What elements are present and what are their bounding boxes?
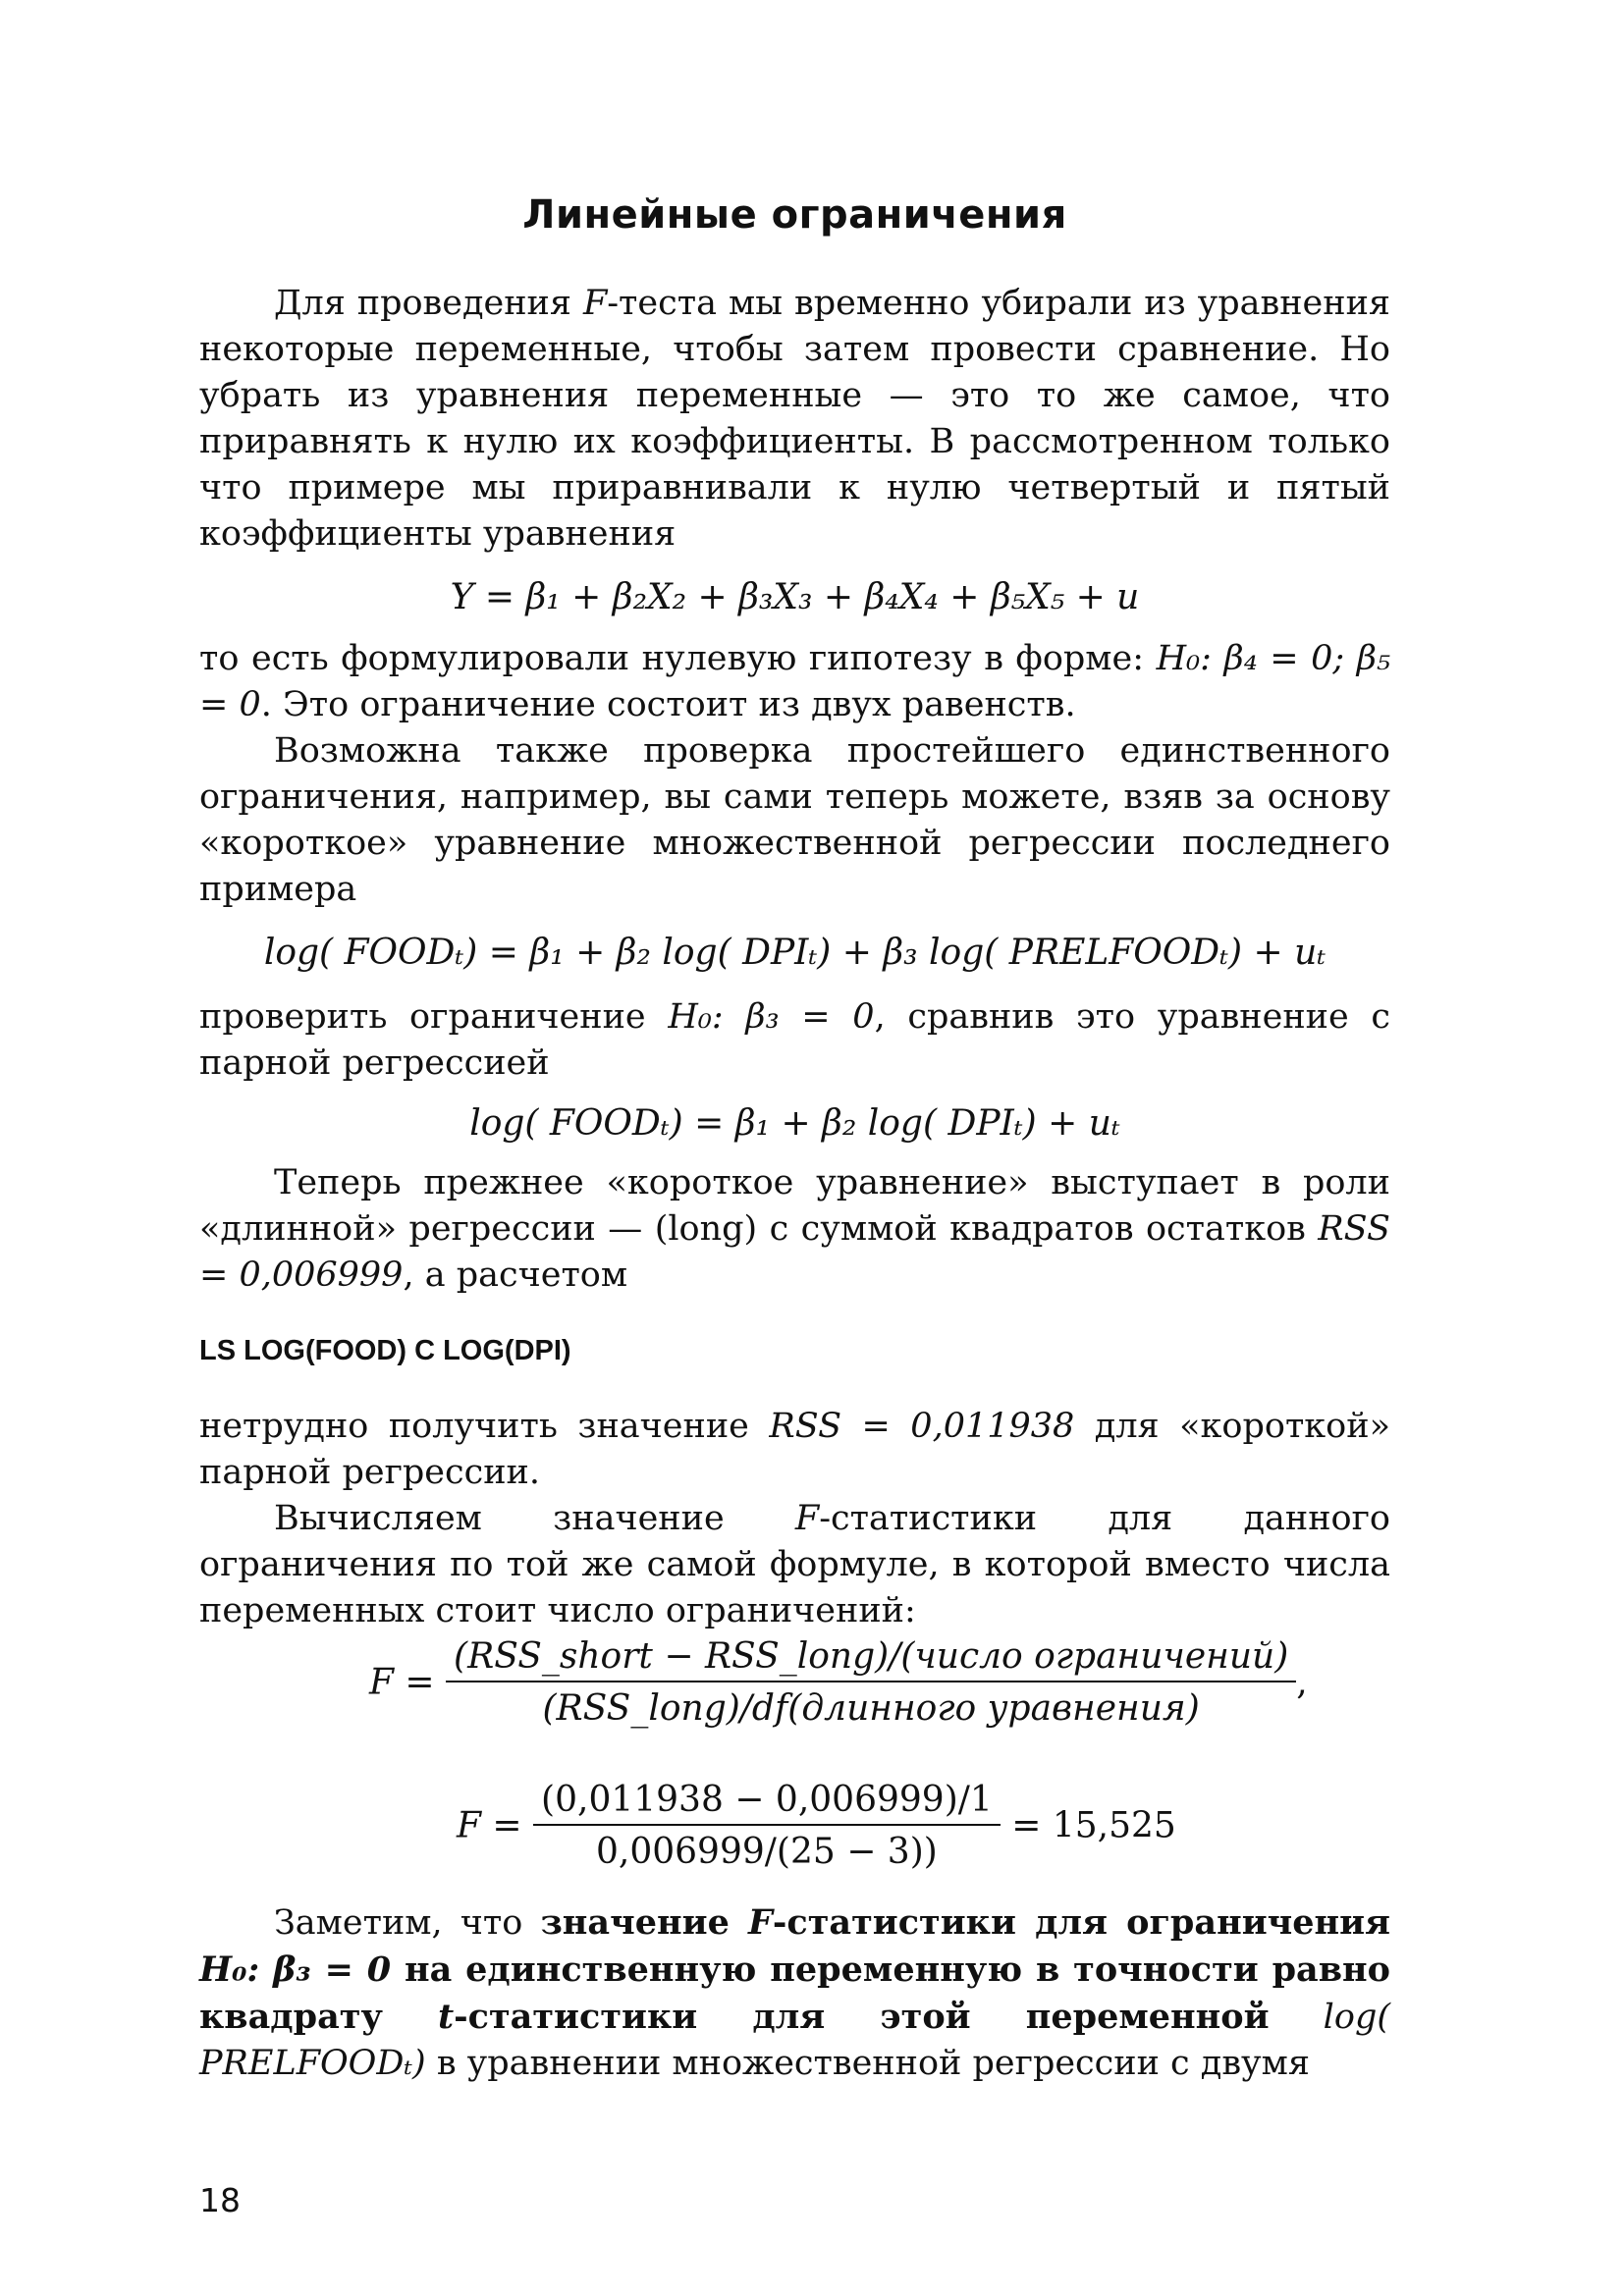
- para3-text: Возможна также проверка простейшего единственного ограничения, например, вы сами теперь можете, взяв за основу «короткое» уравнение множественной регрессии последнего примера: [199, 731, 1390, 909]
- eviews-command: LS LOG(FOOD) C LOG(DPI): [199, 1335, 571, 1366]
- para6-lead: нетрудно получить значение: [199, 1407, 770, 1446]
- formula2-fraction: [533, 1780, 1001, 1872]
- para5-text: Теперь прежнее «короткое уравнение» выступает в роли «длинной» регрессии — (long) с суммой квадратов остатков: [199, 1163, 1390, 1249]
- para8-rest: в уравнении множественной регрессии с двумя: [425, 2044, 1310, 2083]
- formula1-fraction: [446, 1636, 1296, 1729]
- formula1-denominator: (RSS_long)/df(длинного уравнения): [446, 1681, 1296, 1729]
- page-number: 18: [199, 2181, 241, 2219]
- para1-lead: Для проведения: [274, 284, 583, 323]
- formula-f-general: [369, 1636, 1308, 1729]
- equation-short-model: log( FOODₜ) = β₁ + β₂ log( DPIₜ) + β₃ log( PRELFOODₜ) + uₜ: [263, 933, 1326, 973]
- formula1-tail: ,: [1296, 1662, 1308, 1703]
- paragraph-check-restriction: [199, 994, 1390, 1087]
- formula-f-computed: [457, 1780, 1176, 1872]
- equation-full-model: Y = β₁ + β₂X₂ + β₃X₃ + β₄X₄ + β₅X₅ + u: [450, 577, 1140, 617]
- para8-bold2: -статистики для ограничения: [772, 1902, 1390, 1943]
- para7-rest: -статистики для данного ограничения по той же самой формуле, в которой вместо числа переменных стоит число ограничений:: [199, 1499, 1390, 1630]
- para5-rest: , а расчетом: [403, 1255, 628, 1295]
- section-title: Линейные ограничения: [522, 192, 1067, 238]
- paragraph-f-statistic: [199, 1496, 1390, 1634]
- para4-rest: , сравнив это уравнение с парной регрессией: [199, 997, 1390, 1083]
- formula2-result: = 15,525: [1011, 1805, 1176, 1846]
- para8-bold1: значение: [540, 1902, 749, 1943]
- paragraph-intro: [199, 281, 1390, 558]
- para5-rss: RSS = 0,006999: [199, 1209, 1390, 1295]
- para6-rss: RSS = 0,011938: [769, 1407, 1075, 1446]
- equation-paired-regression: log( FOODₜ) = β₁ + β₂ log( DPIₜ) + uₜ: [469, 1103, 1120, 1144]
- para8-boldT: t: [437, 1997, 455, 2037]
- formula2-denominator: 0,006999/(25 − 3)): [533, 1824, 1001, 1872]
- formula2-lhs: F =: [457, 1805, 522, 1846]
- para7-F: F: [794, 1499, 820, 1538]
- para8-bold3: на единственную переменную в точности равно квадрату: [199, 1949, 1391, 2037]
- para2-text: то есть формулировали нулевую гипотезу в форме:: [199, 639, 1157, 678]
- para2-hypothesis: H₀: β₄ = 0; β₅ = 0: [199, 639, 1391, 724]
- para7-lead: Вычисляем значение: [274, 1499, 795, 1538]
- para4-lead: проверить ограничение: [199, 997, 669, 1037]
- paragraph-short-rss: [199, 1404, 1390, 1496]
- para8-boldHyp: H₀: β₃ = 0: [199, 1949, 392, 1990]
- para8-boldF: F: [748, 1902, 773, 1943]
- formula2-numerator: (0,011938 − 0,006999)/1: [541, 1780, 993, 1820]
- paragraph-single-restriction: [199, 728, 1390, 913]
- formula1-lhs: F =: [369, 1662, 435, 1703]
- para8-lead: Заметим, что: [274, 1903, 541, 1943]
- paragraph-null-hypothesis: [199, 636, 1390, 728]
- formula1-numerator: (RSS_short − RSS_long)/(число ограничений): [454, 1636, 1289, 1677]
- para1-rest: -теста мы временно убирали из уравнения некоторые переменные, чтобы затем провести сравнение. Но убрать из уравнения переменные — это то же самое, что приравнять к нулю их коэффициенты. В рассмотренном только что примере мы приравнивали к нулю четвертый и пятый коэффициенты уравнения: [199, 284, 1390, 554]
- para1-F: F: [582, 284, 608, 323]
- para4-hypothesis: H₀: β₃ = 0: [668, 997, 875, 1037]
- paragraph-conclusion: [199, 1899, 1390, 2087]
- para2-rest: . Это ограничение состоит из двух равенств.: [260, 685, 1076, 724]
- para6-rest: для «короткой» парной регрессии.: [199, 1407, 1390, 1492]
- para8-math-var: log( PRELFOODₜ): [199, 1998, 1390, 2083]
- para8-bold4: -статистики для этой переменной: [454, 1997, 1270, 2037]
- paragraph-long-regression: [199, 1160, 1390, 1299]
